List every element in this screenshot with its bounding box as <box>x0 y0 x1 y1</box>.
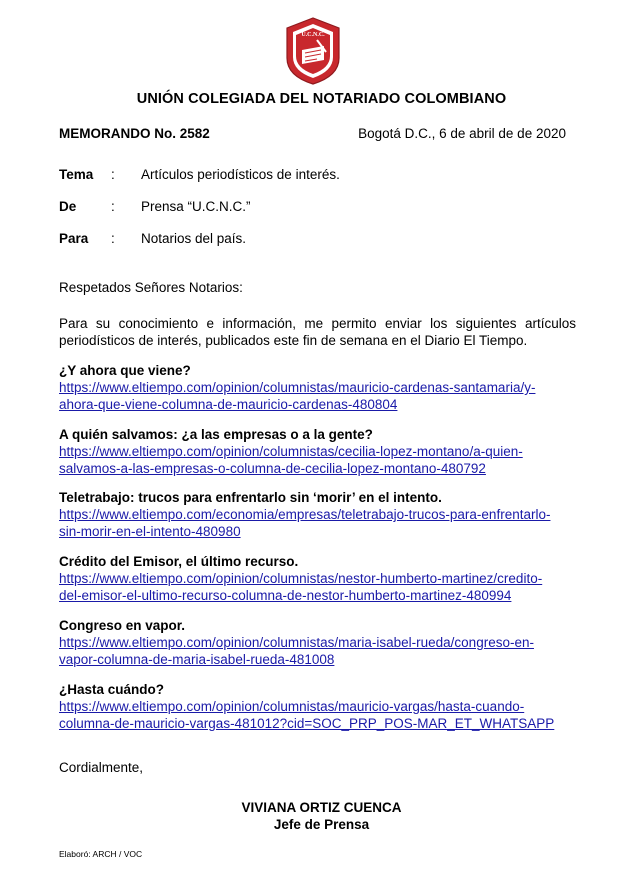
article-title: Crédito del Emisor, el último recurso. <box>59 554 299 569</box>
article-link-line2[interactable]: vapor-columna-de-maria-isabel-rueda-481008 <box>59 652 335 667</box>
article-title: Teletrabajo: trucos para enfrentarlo sin ‘morir’ en el intento. <box>59 490 442 505</box>
article-item <box>59 681 579 732</box>
article-item <box>59 489 579 540</box>
article-link-line1[interactable]: https://www.eltiempo.com/economia/empresas/teletrabajo-trucos-para-enfrentarlo- <box>59 507 551 522</box>
ucnc-seal-logo <box>281 16 345 86</box>
article-item <box>59 362 579 413</box>
memo-header-line <box>59 126 566 141</box>
article-link-line2[interactable]: ahora-que-viene-columna-de-mauricio-cardenas-480804 <box>59 397 398 412</box>
organization-title: UNIÓN COLEGIADA DEL NOTARIADO COLOMBIANO <box>136 91 507 107</box>
article-link[interactable] <box>59 506 579 540</box>
closing-salutation: Cordialmente, <box>59 760 144 775</box>
article-link-line2[interactable]: sin-morir-en-el-intento-480980 <box>59 524 241 539</box>
article-link-line2[interactable]: columna-de-mauricio-vargas-481012?cid=SOC_PRP_POS-MAR_ET_WHATSAPP <box>59 716 555 731</box>
field-label: De <box>59 199 77 214</box>
article-item <box>59 426 579 477</box>
field-value: Notarios del país. <box>141 231 247 246</box>
field-label: Tema <box>59 167 94 182</box>
article-title: ¿Y ahora que viene? <box>59 363 191 378</box>
field-label: Para <box>59 231 89 246</box>
article-link-line1[interactable]: https://www.eltiempo.com/opinion/columnistas/cecilia-lopez-montano/a-quien- <box>59 444 523 459</box>
field-colon: : <box>111 167 115 182</box>
svg-text:U.C.N.C.: U.C.N.C. <box>301 32 325 38</box>
article-link[interactable] <box>59 379 579 413</box>
article-link[interactable] <box>59 698 579 732</box>
article-link-line1[interactable]: https://www.eltiempo.com/opinion/columnistas/nestor-humberto-martinez/credito- <box>59 571 543 586</box>
field-colon: : <box>111 199 115 214</box>
article-link[interactable] <box>59 443 579 477</box>
article-link-line2[interactable]: del-emisor-el-ultimo-recurso-columna-de-nestor-humberto-martinez-480994 <box>59 588 512 603</box>
article-link-line1[interactable]: https://www.eltiempo.com/opinion/columnistas/maria-isabel-rueda/congreso-en- <box>59 635 534 650</box>
memo-number: MEMORANDO No. 2582 <box>59 126 210 141</box>
article-link[interactable] <box>59 634 579 668</box>
memo-date: Bogotá D.C., 6 de abril de de 2020 <box>358 126 566 141</box>
prepared-by-note: Elaboró: ARCH / VOC <box>59 849 143 859</box>
article-title: Congreso en vapor. <box>59 618 186 633</box>
field-value: Artículos periodísticos de interés. <box>141 167 340 182</box>
field-value: Prensa “U.C.N.C.” <box>141 199 251 214</box>
article-item <box>59 617 579 668</box>
signer-name: VIVIANA ORTIZ CUENCA <box>241 800 402 815</box>
article-link-line1[interactable]: https://www.eltiempo.com/opinion/columnistas/mauricio-cardenas-santamaria/y- <box>59 380 536 395</box>
article-link[interactable] <box>59 570 579 604</box>
signer-role: Jefe de Prensa <box>273 817 370 832</box>
article-item <box>59 553 579 604</box>
field-colon: : <box>111 231 115 246</box>
article-link-line2[interactable]: salvamos-a-las-empresas-o-columna-de-cecilia-lopez-montano-480792 <box>59 461 486 476</box>
article-title: ¿Hasta cuándo? <box>59 682 165 697</box>
article-link-line1[interactable]: https://www.eltiempo.com/opinion/columnistas/mauricio-vargas/hasta-cuando- <box>59 699 525 714</box>
article-title: A quién salvamos: ¿a las empresas o a la gente? <box>59 427 373 442</box>
intro-paragraph: Para su conocimiento e información, me permito enviar los siguientes artículos periodísticos de interés, publicados este fin de semana en el Diario El Tiempo. <box>59 316 576 348</box>
greeting: Respetados Señores Notarios: <box>59 280 243 295</box>
